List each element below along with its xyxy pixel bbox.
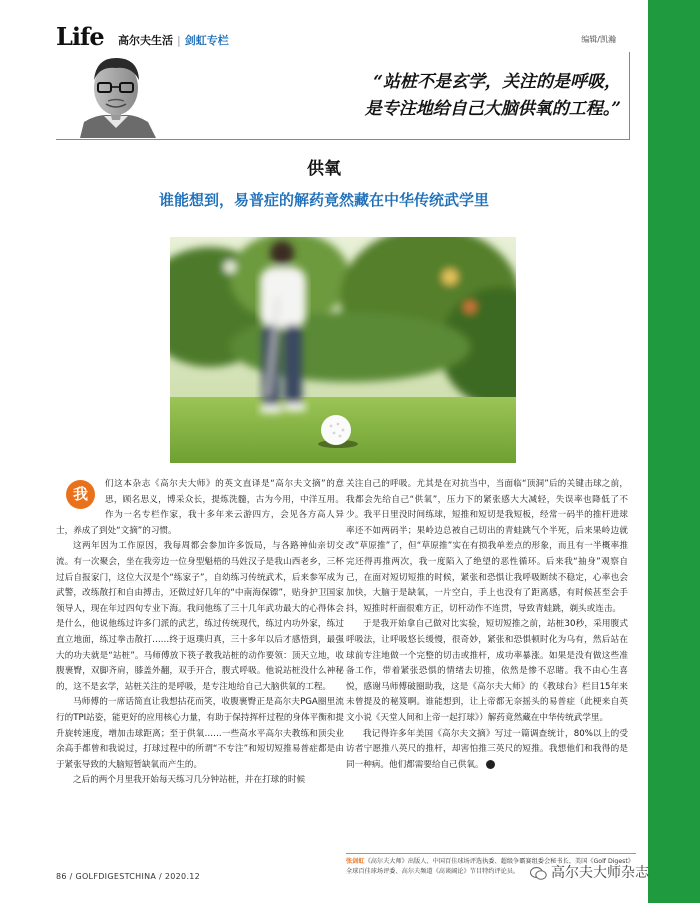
- section-separator: |: [177, 34, 181, 47]
- side-color-bar: [648, 0, 700, 903]
- pull-quote: [241, 69, 621, 123]
- body-paragraph: 于是我开始拿自己做对比实验，短切短推之前，站桩30秒，采用腹式呼吸法，让呼吸悠长缓慢，很奇妙，紧张和恐惧顿时化为乌有，然后站在球前专注地做一个完整的切击或推杆，成功率暴涨。如果是没有做这些准备工作，带着紧张恐惧的情绪去切推，依然是惨不忍睹。我不由心生喜悦，感谢马师傅破圈助我，这是《高尔夫大师》的《教球台》栏目15年来未曾提及的秘笈啊。谁能想到，让上帝都无奈摇头的易普症（此梗来自英文小说《天堂人间和上帝一起打球》）解药竟然藏在中华传统武学里。: [346, 619, 628, 723]
- article-subtitle: 谁能想到，易普症的解药竟然藏在中华传统武学里: [158, 191, 489, 209]
- pull-quote-line: 是专注地给自己大脑供氧的工程。”: [364, 99, 621, 119]
- paragraph-text: 们这本杂志《高尔夫大师》的英文直译是“高尔夫文摘”的意思，顾名思义，博采众长，提炼洗髓，古为今用，中洋互用。作为一名专栏作家，我十多年来云游四方，会见各方高人异士，养成了到处“文摘”的习惯。: [56, 479, 344, 536]
- column-name: 剑虹专栏: [184, 34, 229, 47]
- author-portrait: [60, 52, 172, 138]
- golf-photo: [170, 237, 516, 463]
- page-header: [56, 22, 616, 52]
- body-paragraph: 之后的两个月里我开始每天练习几分钟站桩，并在打球的时候: [73, 775, 306, 786]
- article-column-right: [346, 477, 628, 773]
- author-name: 张剑虹: [346, 858, 365, 865]
- pull-quote-line: “站桩不是玄学，关注的是呼吸，: [373, 72, 621, 92]
- body-paragraph: 马师傅的一席话简直让我想拈花而笑，收腹裹臀正是高尔夫PGA圈里流行的TPI站姿，能更好的应用核心力量，有助于保持挥杆过程的身体平衡和提升旋转速度，增加击球距离；至于供氧……一些高水平高尔夫教练和顶尖业余高手都曾和我说过，打球过程中的所谓“不专注”和短切短推易普症都是由于紧张导致的大脑短暂缺氧而产生的。: [56, 697, 344, 770]
- body-paragraph: 这两年因为工作原因，我每周都会参加许多饭局，与各路神仙亲切交流。有一次聚会，坐在我旁边一位身型魁梧的马姓汉子是我山西老乡，三杯过后自报家门，这位大汉是个“练家子”，自幼练习传统武术，后来参军成为武警，改练散打和自由搏击，还做过好几年的“中南海保镖”，贴身护卫国家领导人，现在年过四旬专业下海。我问他练了三十几年武功最大的心得体会是什么，他说他练过许多门派的武艺，练过传统现代，练过内功外家，练过直立地面，练过拳击散打……终于返璞归真，三十多年以后才感悟到，最强大的功夫就是“站桩”。马师傅放下筷子教我站桩的动作要领：顶天立地，收腹裹臀，双脚齐肩，膝盖外翻，双手开合，腹式呼吸。他说站桩没什么神秘的，这不是玄学，站桩关注的是呼吸，是专注地给自己大脑供氧的工程。: [56, 541, 344, 692]
- body-paragraph: [346, 727, 628, 774]
- body-paragraph: 关注自己的呼吸。尤其是在对抗当中，当面临“顶洞”后的关键击球之前，我都会先给自己“供氧”，压力下的紧张感大大减轻，失误率也降低了不少。我平日里没时间练球，短推和短切是我短板，经常一码半的推杆进球率还不如两码半；果岭边总被自己切出的青蛙跳气个半死，后来果岭边就改“草原推”了，但“草原推”实在有损我单差点的形象，而且有一半概率推完还得再推两次，我一度陷入了绝望的恶性循环。后来我“抽身”观察自己，在面对短切短推的时候，紧张和恐惧让我呼吸断续不稳定，心率也会加快，大脑于是缺氧，一片空白，手上也没有了距离感，有时候甚至会手抖，短推时杆面很难方正，切杆动作不连贯，导致青蛙跳，剃头或连击。: [346, 479, 628, 614]
- page-folio: 86 / GOLFDIGESTCHINA / 2020.12: [56, 872, 201, 881]
- paragraph-text: 我记得许多年美国《高尔夫文摘》写过一篇调查统计，80%以上的受访者宁愿推八英尺的推杆，却害怕推三英尺的短推。我想他们和我得的是同一种病。他们都需要给自己供氧。: [346, 728, 628, 770]
- body-paragraph: [56, 477, 344, 539]
- drop-cap: 我: [66, 480, 95, 509]
- article-title: 供氧: [307, 159, 341, 179]
- article-column-left: [56, 477, 344, 789]
- editor-credit: 编辑/凯瀚: [581, 35, 616, 44]
- pull-quote-box: [56, 52, 630, 140]
- wechat-icon: [530, 867, 547, 880]
- wechat-watermark: [530, 862, 649, 882]
- brand-logo: Life: [56, 22, 104, 51]
- section-label: [118, 32, 229, 48]
- section-name: 高尔夫生活: [118, 34, 173, 47]
- author-bio-text: 《高尔夫大师》出版人、中国百佳球场评选执委、超级争霸赛组委会秘书长、美国《Golf Digest》全球百佳球场评委、高尔夫频道《高谈阔论》节目特约评论员。: [346, 858, 634, 875]
- end-mark-icon: G: [486, 760, 495, 769]
- watermark-text: 高尔夫大师杂志: [551, 865, 649, 881]
